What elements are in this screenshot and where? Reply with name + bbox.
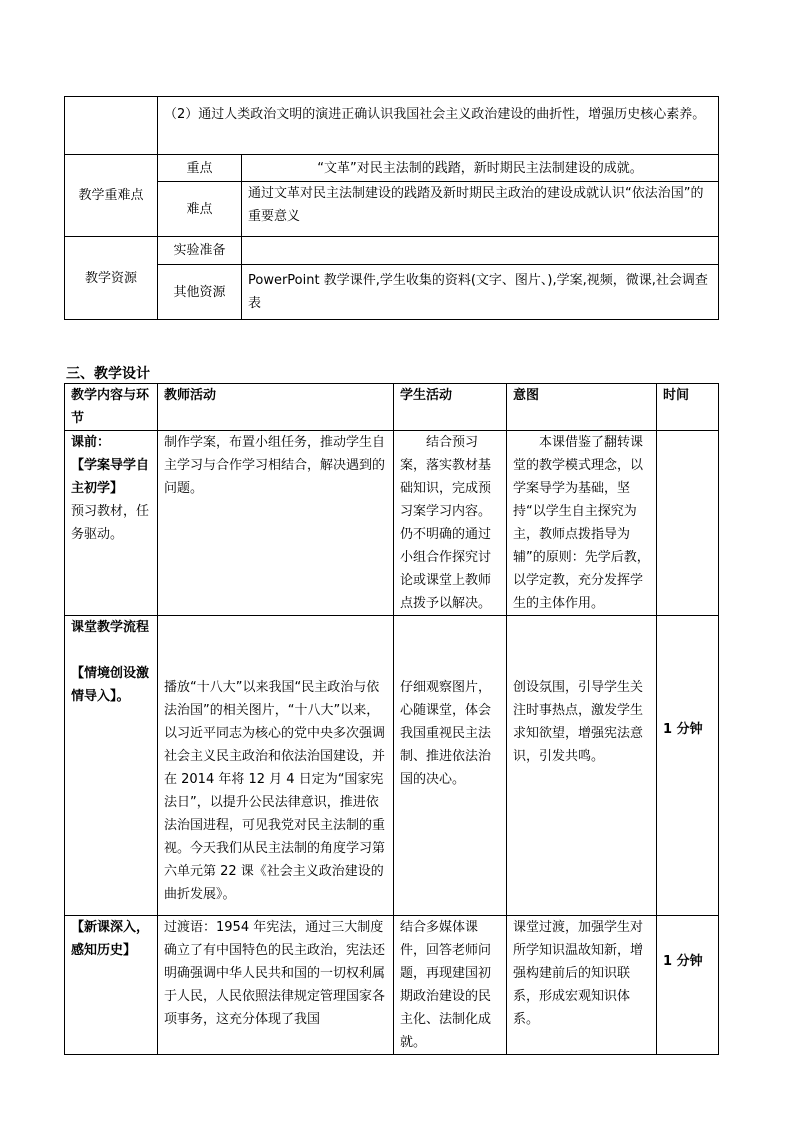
table-row bbox=[65, 916, 719, 1055]
stage-title: 课堂教学流程 bbox=[71, 620, 150, 635]
stage-subtitle: 【新课深入，感知历史】 bbox=[71, 920, 150, 958]
experiment-text bbox=[242, 237, 719, 265]
experiment-label: 实验准备 bbox=[158, 237, 242, 265]
teaching-design-table bbox=[64, 383, 719, 1055]
student-activity: 仔细观察图片，心随课堂，体会我国重视民主法制、推进依法治国的决心。 bbox=[394, 616, 507, 916]
teacher-activity: 制作学案，布置小组任务，推动学生自主学习与合作学习相结合，解决遇到的问题。 bbox=[158, 431, 394, 616]
header-content: 教学内容与环节 bbox=[65, 384, 158, 431]
intent: 创设氛围，引导学生关注时事热点，激发学生求知欲望，增强宪法意识，引发共鸣。 bbox=[507, 616, 657, 916]
stage-subtitle: 【学案导学自主初学】 bbox=[71, 458, 150, 496]
header-intent: 意图 bbox=[507, 384, 657, 431]
student-activity: 结合预习案，落实教材基础知识，完成预习案学习内容。仍不明确的通过小组合作探究讨论或课堂上教师点拨予以解决。 bbox=[394, 431, 507, 616]
table-row bbox=[65, 616, 719, 916]
blank-cell bbox=[65, 97, 158, 155]
stage-cell bbox=[65, 616, 158, 916]
other-resources-text: PowerPoint 教学课件,学生收集的资料(文字、图片、),学案,视频，微课,社会调查表 bbox=[242, 265, 719, 320]
goal-text: （2）通过人类政治文明的演进正确认识我国社会主义政治建设的曲折性，增强历史核心素养。 bbox=[158, 97, 719, 155]
resources-label: 教学资源 bbox=[65, 237, 158, 320]
key-difficult-label: 教学重难点 bbox=[65, 155, 158, 237]
stage-subtitle: 【情境创设激情导入】。 bbox=[71, 666, 150, 704]
key-point-text: “文革”对民主法制的践踏，新时期民主法制建设的成就。 bbox=[242, 155, 719, 182]
stage-description: 预习教材，任务驱动。 bbox=[71, 504, 150, 542]
course-info-table bbox=[64, 96, 719, 320]
other-resources-label: 其他资源 bbox=[158, 265, 242, 320]
header-student: 学生活动 bbox=[394, 384, 507, 431]
student-activity: 结合多媒体课件，回答老师问题，再现建国初期政治建设的民主化、法制化成就。 bbox=[394, 916, 507, 1055]
table-row bbox=[65, 431, 719, 616]
teacher-activity: 播放“十八大”以来我国“民主政治与依法治国”的相关图片，“十八大”以来，以习近平同志为核心的党中央多次强调社会主义民主政治和依法治国建设，并在 2014 年将 12 月 4 日定为“国家宪法日”，以提升公民法律意识，推进依法治国进程，可见我党对民主法制的重视。今天我们从民主法制的角度学习第六单元第 22 课《社会主义政治建设的曲折发展》。 bbox=[158, 616, 394, 916]
teacher-activity: 过渡语：1954 年宪法，通过三大制度确立了有中国特色的民主政治，宪法还明确强调中华人民共和国的一切权利属于人民，人民依照法律规定管理国家各项事务，这充分体现了我国 bbox=[158, 916, 394, 1055]
intent: 本课借鉴了翻转课堂的教学模式理念，以学案导学为基础，坚持“以学生自主探究为主，教师点拨指导为辅”的原则：先学后教，以学定教，充分发挥学生的主体作用。 bbox=[507, 431, 657, 616]
section-title: 三、教学设计 bbox=[66, 366, 150, 382]
header-teacher: 教师活动 bbox=[158, 384, 394, 431]
time bbox=[657, 431, 719, 616]
stage-cell bbox=[65, 431, 158, 616]
time: 1 分钟 bbox=[657, 916, 719, 1055]
header-time: 时间 bbox=[657, 384, 719, 431]
key-point-label: 重点 bbox=[158, 155, 242, 182]
intent: 课堂过渡，加强学生对所学知识温故知新，增强构建前后的知识联系，形成宏观知识体系。 bbox=[507, 916, 657, 1055]
stage-title: 课前： bbox=[71, 435, 111, 450]
time: 1 分钟 bbox=[657, 616, 719, 916]
difficult-point-label: 难点 bbox=[158, 182, 242, 237]
stage-cell bbox=[65, 916, 158, 1055]
difficult-point-text: 通过文革对民主法制建设的践踏及新时期民主政治的建设成就认识“依法治国”的重要意义 bbox=[242, 182, 719, 237]
